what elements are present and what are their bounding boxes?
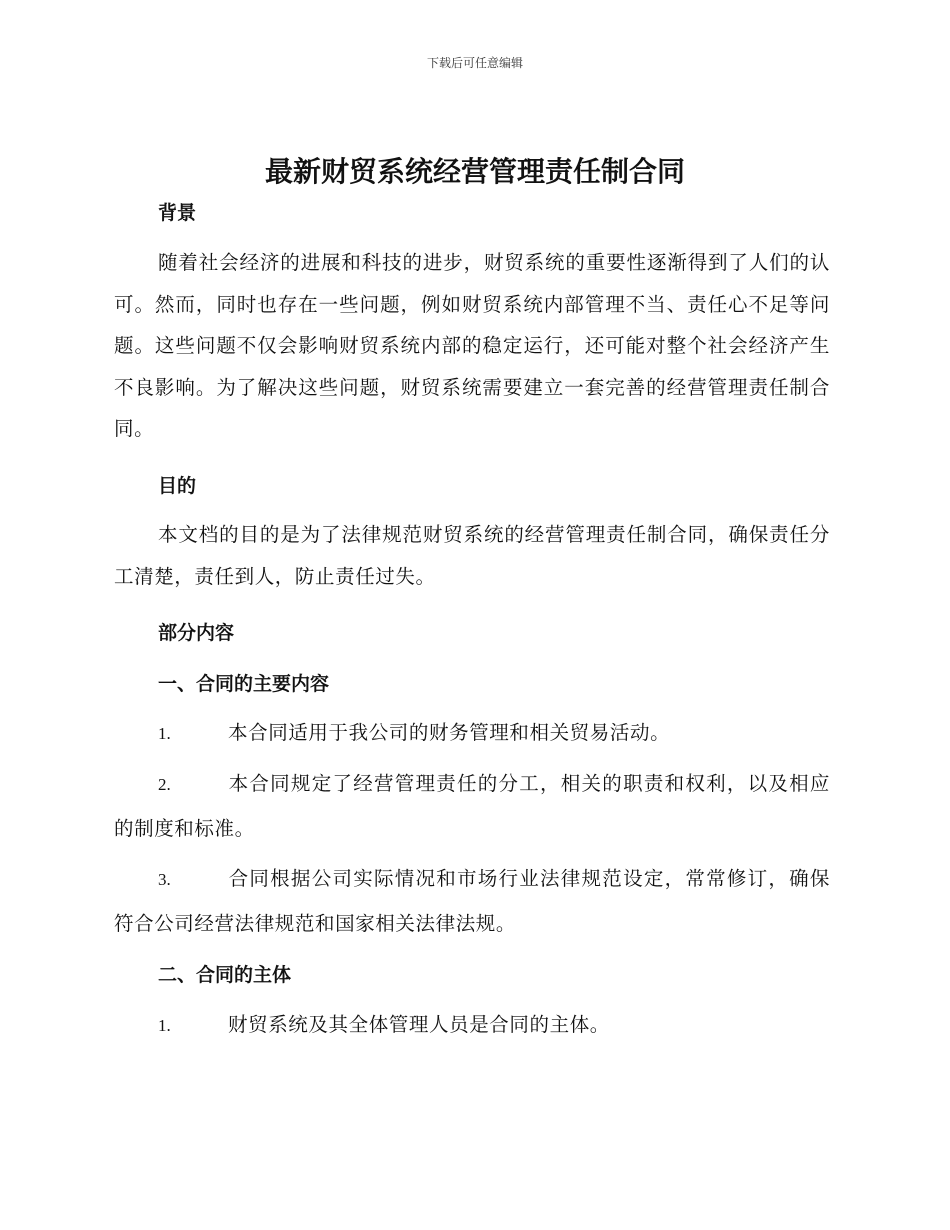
heading-background: 背景 [158, 202, 197, 224]
heading-content: 部分内容 [158, 622, 235, 644]
list-item-text: 本合同规定了经营管理责任的分工，相关的职责和权利，以及相应的制度和标准。 [114, 772, 830, 840]
document-title: 最新财贸系统经营管理责任制合同 [264, 155, 685, 188]
list-item [114, 857, 830, 946]
list-item-number: 1. [158, 1016, 171, 1035]
list-item-text: 财贸系统及其全体管理人员是合同的主体。 [228, 1013, 610, 1036]
list-item-number: 2. [158, 775, 171, 794]
list-item [114, 762, 830, 851]
list-item [114, 711, 830, 756]
list-item [114, 1003, 830, 1048]
heading-purpose: 目的 [158, 475, 197, 497]
list-item-text: 本合同适用于我公司的财务管理和相关贸易活动。 [228, 721, 671, 744]
heading-part2: 二、合同的主体 [158, 964, 292, 986]
list-item-text: 合同根据公司实际情况和市场行业法律规范设定，常常修订，确保符合公司经营法律规范和国家相关法律法规。 [114, 867, 830, 935]
heading-part1: 一、合同的主要内容 [158, 673, 330, 695]
header-note: 下载后可任意编辑 [426, 56, 523, 70]
list-item-number: 3. [158, 870, 171, 889]
paragraph-background: 随着社会经济的进展和科技的进步，财贸系统的重要性逐渐得到了人们的认可。然而，同时也存在一些问题，例如财贸系统内部管理不当、责任心不足等问题。这些问题不仅会影响财贸系统内部的稳定运行，还可能对整个社会经济产生不良影响。为了解决这些问题，财贸系统需要建立一套完善的经营管理责任制合同。 [114, 251, 830, 440]
list-item-number: 1. [158, 724, 171, 743]
paragraph-purpose: 本文档的目的是为了法律规范财贸系统的经营管理责任制合同，确保责任分工清楚，责任到人，防止责任过失。 [114, 523, 830, 588]
